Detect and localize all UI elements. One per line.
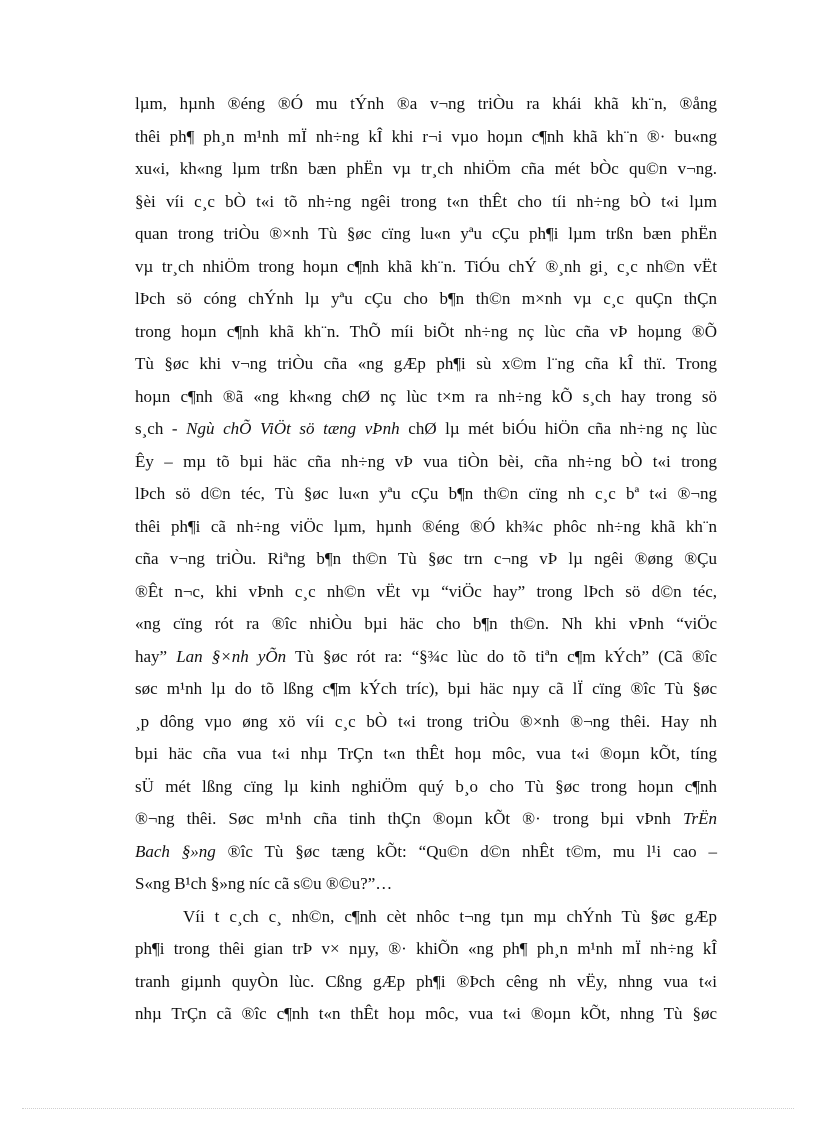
text-line <box>135 673 717 706</box>
text-run: «ng cïng rót ra ®îc nhiÒu bµi häc cho b¶n th©n. Nh khi vÞnh “viÖc <box>135 614 717 633</box>
text-run: Tù §øc khi v¬ng triÒu cña «ng gÆp ph¶i sù x©m l¨ng cña kÎ thï. Trong <box>135 354 717 373</box>
text-line <box>135 836 717 869</box>
text-run: ®Êt n¬c, khi vÞnh c¸c nh©n vËt vµ “viÖc hay” trong lÞch sö d©n téc, <box>135 581 717 601</box>
text-line <box>135 608 717 641</box>
poem-title: Bach §»ng <box>135 841 216 861</box>
text-run: søc m¹nh lµ do tõ lßng c¶m kÝch tríc), bµi häc nµy cã lÏ cïng ®îc Tù §øc <box>135 679 717 698</box>
text-line <box>135 998 717 1031</box>
text-run: vµ tr¸ch nhiÖm trong hoµn c¶nh khã kh¨n. TiÓu chÝ ®¸nh gi¸ c¸c nh©n vËt <box>135 256 717 276</box>
text-line <box>135 316 717 349</box>
text-run: sÜ mét lßng cïng lµ kinh nghiÖm quý b¸o cho Tù §øc trong hoµn c¶nh <box>135 776 717 796</box>
text-line <box>135 641 717 674</box>
text-run: §èi víi c¸c bÒ t«i tõ nh÷ng ngêi trong t«n thÊt cho tíi nh÷ng bÒ t«i lµm <box>135 191 717 211</box>
text-line <box>135 868 717 901</box>
text-run: lÞch sö cóng chÝnh lµ yªu cÇu cho b¶n th©n m×nh vµ c¸c quÇn thÇn <box>135 289 717 308</box>
text-run: thêi ph¶ ph¸n m¹nh mÏ nh÷ng kÎ khi r¬i vµo hoµn c¶nh khã kh¨n ®· bu«ng <box>135 126 717 146</box>
text-run: Víi t c¸ch c¸ nh©n, c¶nh cèt nhôc t¬ng tµn mµ chÝnh Tù §øc gÆp <box>183 906 717 926</box>
text-run: ¸p dông vµo øng xö víi c¸c bÒ t«i trong triÒu ®×nh ®¬ng thêi. Hay nh <box>135 711 717 731</box>
text-run: cña v¬ng triÒu. Riªng b¶n th©n Tù §øc trn c¬ng vÞ lµ ngêi ®øng ®Çu <box>135 549 717 568</box>
text-line <box>135 413 717 446</box>
text-run: lÞch sö d©n téc, Tù §øc lu«n yªu cÇu b¶n th©n cïng nh c¸c bª t«i ®¬ng <box>135 484 717 503</box>
poem-title: Lan §×nh yÕn <box>176 646 287 666</box>
book-title: Ngù chÕ ViÖt sö tæng vÞnh <box>186 419 400 438</box>
text-run: tranh giµnh quyÒn lùc. Cßng gÆp ph¶i ®Þch cêng nh vËy, nhng vua t«i <box>135 971 717 991</box>
poem-title: TrËn <box>682 809 717 828</box>
text-line <box>135 88 717 121</box>
text-line <box>135 251 717 284</box>
text-line <box>135 901 717 934</box>
text-run: Tù §øc rót ra: “§¾c lùc do tõ tiªn c¶m kÝch” (Cã ®îc <box>286 646 718 666</box>
text-run: ®¬ng thêi. Søc m¹nh cña tinh thÇn ®oµn kÕt ®· trong bµi vÞnh <box>135 809 683 828</box>
text-run: chØ lµ mét biÓu hiÖn cña nh÷ng nç lùc <box>399 419 717 438</box>
text-line <box>135 218 717 251</box>
text-line <box>135 738 717 771</box>
text-line <box>135 966 717 999</box>
text-line <box>135 478 717 511</box>
text-run: nhµ TrÇn cã ®îc c¶nh t«n thÊt hoµ môc, vua t«i ®oµn kÕt, nhng Tù §øc <box>135 1004 717 1023</box>
text-line <box>135 543 717 576</box>
text-line <box>135 446 717 479</box>
text-run: xu«i, kh«ng lµm trßn bæn phËn vµ tr¸ch nhiÖm cña mét bÒc qu©n v¬ng. <box>135 159 717 178</box>
text-line <box>135 933 717 966</box>
text-line <box>135 186 717 219</box>
text-run: hay” <box>135 646 177 666</box>
page-bottom-divider <box>22 1108 794 1109</box>
text-run: S«ng B¹ch §»ng níc cã s©u ®©u?”… <box>135 874 393 893</box>
text-run: ph¶i trong thêi gian trÞ v× nµy, ®· khiÕn «ng ph¶ ph¸n m¹nh mÏ nh÷ng kÎ <box>135 939 717 958</box>
text-run: hoµn c¶nh ®ã «ng kh«ng chØ nç lùc t×m ra nh÷ng kÕ s¸ch hay trong sö <box>135 386 717 406</box>
text-line <box>135 121 717 154</box>
text-run: trong hoµn c¶nh khã kh¨n. ThÕ míi biÕt nh÷ng nç lùc cña vÞ hoµng ®Õ <box>135 321 717 341</box>
text-line <box>135 511 717 544</box>
text-line <box>135 771 717 804</box>
text-run: lµm, hµnh ®éng ®Ó mu tÝnh ®a v¬ng triÒu ra khái khã kh¨n, ®ång <box>135 94 717 113</box>
text-line <box>135 706 717 739</box>
text-run: ®îc Tù §øc tæng kÕt: “Qu©n d©n nhÊt t©m, mu l¹i cao – <box>215 841 717 861</box>
text-line <box>135 283 717 316</box>
text-run: Êy – mµ tõ bµi häc cña nh÷ng vÞ vua tiÒn bèi, cña nh÷ng bÒ t«i trong <box>135 451 717 471</box>
text-line <box>135 153 717 186</box>
text-line <box>135 576 717 609</box>
text-run: s¸ch - <box>135 419 187 438</box>
text-run: quan trong triÒu ®×nh Tù §øc cïng lu«n yªu cÇu ph¶i lµm trßn bæn phËn <box>135 224 717 243</box>
text-line <box>135 803 717 836</box>
body-text <box>135 88 717 1031</box>
text-line <box>135 348 717 381</box>
text-run: bµi häc cña vua t«i nhµ TrÇn t«n thÊt hoµ môc, vua t«i ®oµn kÕt, tíng <box>135 744 717 763</box>
text-line <box>135 381 717 414</box>
text-run: thêi ph¶i cã nh÷ng viÖc lµm, hµnh ®éng ®Ó kh¾c phôc nh÷ng khã kh¨n <box>135 516 717 536</box>
